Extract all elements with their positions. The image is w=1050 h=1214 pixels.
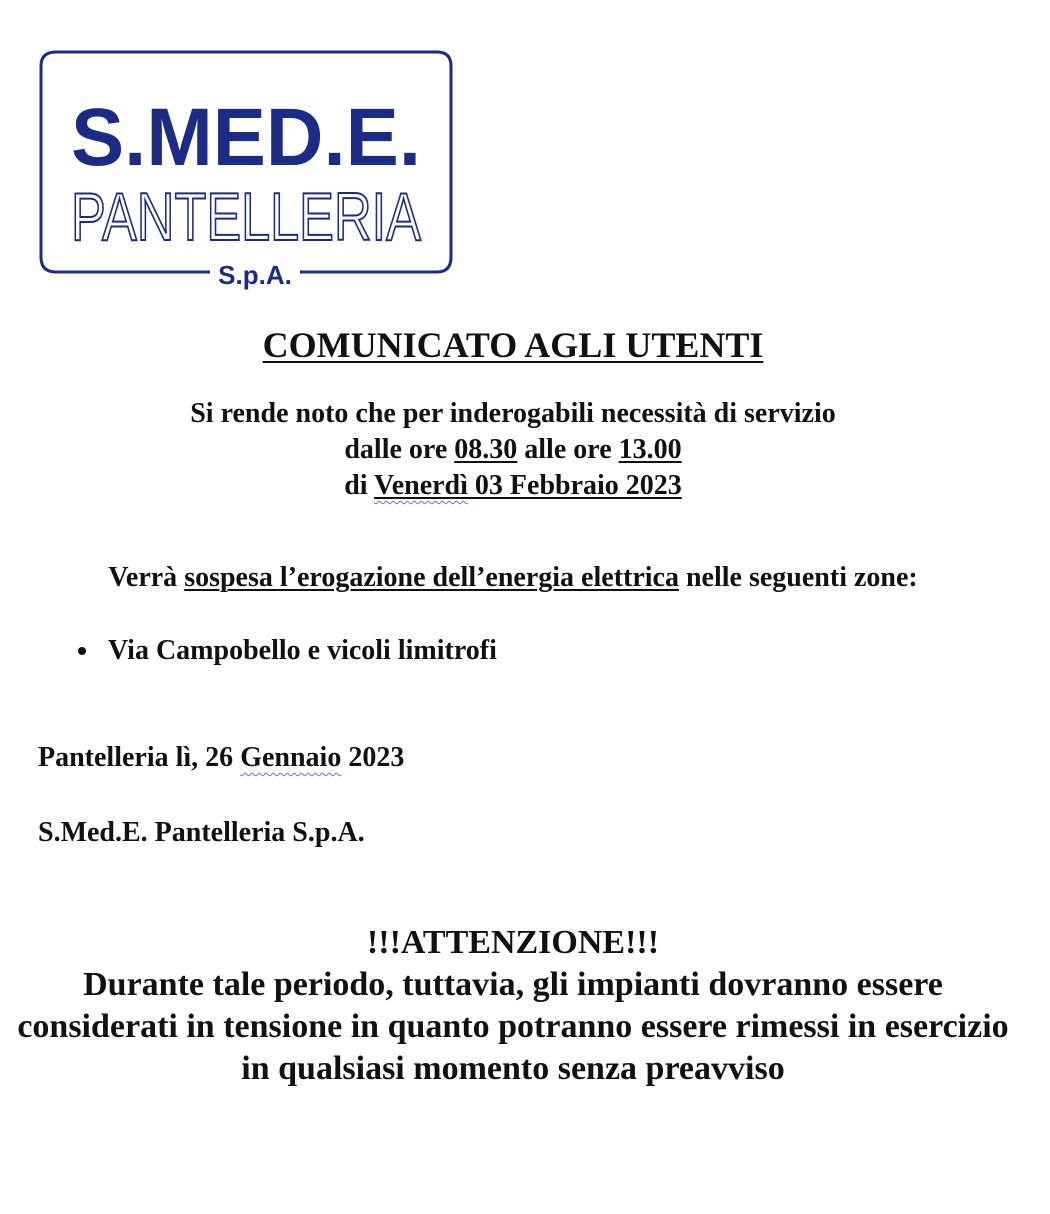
time-range-middle: alle ore: [517, 434, 619, 465]
date-line: [0, 468, 1026, 504]
attention-body: Durante tale periodo, tuttavia, gli impianti dovranno essere considerati in tensione in quanto potranno essere rimessi in esercizio in qualsiasi momento senza preavviso: [17, 966, 1009, 1087]
suspension-prefix: Verrà: [108, 562, 185, 593]
affected-zones-list: [72, 632, 497, 670]
day-name: Venerdì: [374, 470, 468, 501]
affected-zone-item: [72, 632, 497, 670]
notice-title: [0, 324, 1026, 366]
logo-legal-form: S.p.A.: [218, 260, 292, 290]
end-time: 13.00: [618, 434, 682, 465]
notice-intro-line: Si rende noto che per inderogabili necessità di servizio: [190, 398, 836, 429]
suspension-suffix: nelle seguenti zone:: [678, 562, 918, 593]
affected-zone-text: Via Campobello e vicoli limitrofi: [108, 635, 497, 666]
month-name: Gennaio: [240, 742, 342, 773]
suspension-statement: [0, 560, 1026, 596]
service-interruption-notice: [0, 396, 1026, 504]
company-logo: [38, 50, 454, 294]
bullet-icon: [78, 647, 86, 655]
service-date: [374, 470, 682, 501]
notice-title-text: COMUNICATO AGLI UTENTI: [262, 325, 764, 365]
place-date-prefix: Pantelleria lì, 26: [38, 742, 241, 773]
date-prefix: di: [344, 470, 375, 501]
logo-town-name: PANTELLERIA: [71, 179, 422, 255]
attention-title: !!!ATTENZIONE!!!: [366, 924, 660, 961]
date-rest: 03 Febbraio 2023: [467, 470, 682, 501]
time-range-line: [0, 432, 1026, 468]
logo-company-name: S.MED.E.: [71, 92, 421, 183]
place-and-date: [38, 740, 404, 776]
attention-warning: [0, 922, 1026, 1090]
year: 2023: [341, 742, 405, 773]
company-signature: S.Med.E. Pantelleria S.p.A.: [38, 817, 365, 848]
start-time: 08.30: [454, 434, 518, 465]
time-range-prefix: dalle ore: [344, 434, 455, 465]
suspension-highlight: sospesa l’erogazione dell’energia elettrica: [184, 562, 679, 593]
